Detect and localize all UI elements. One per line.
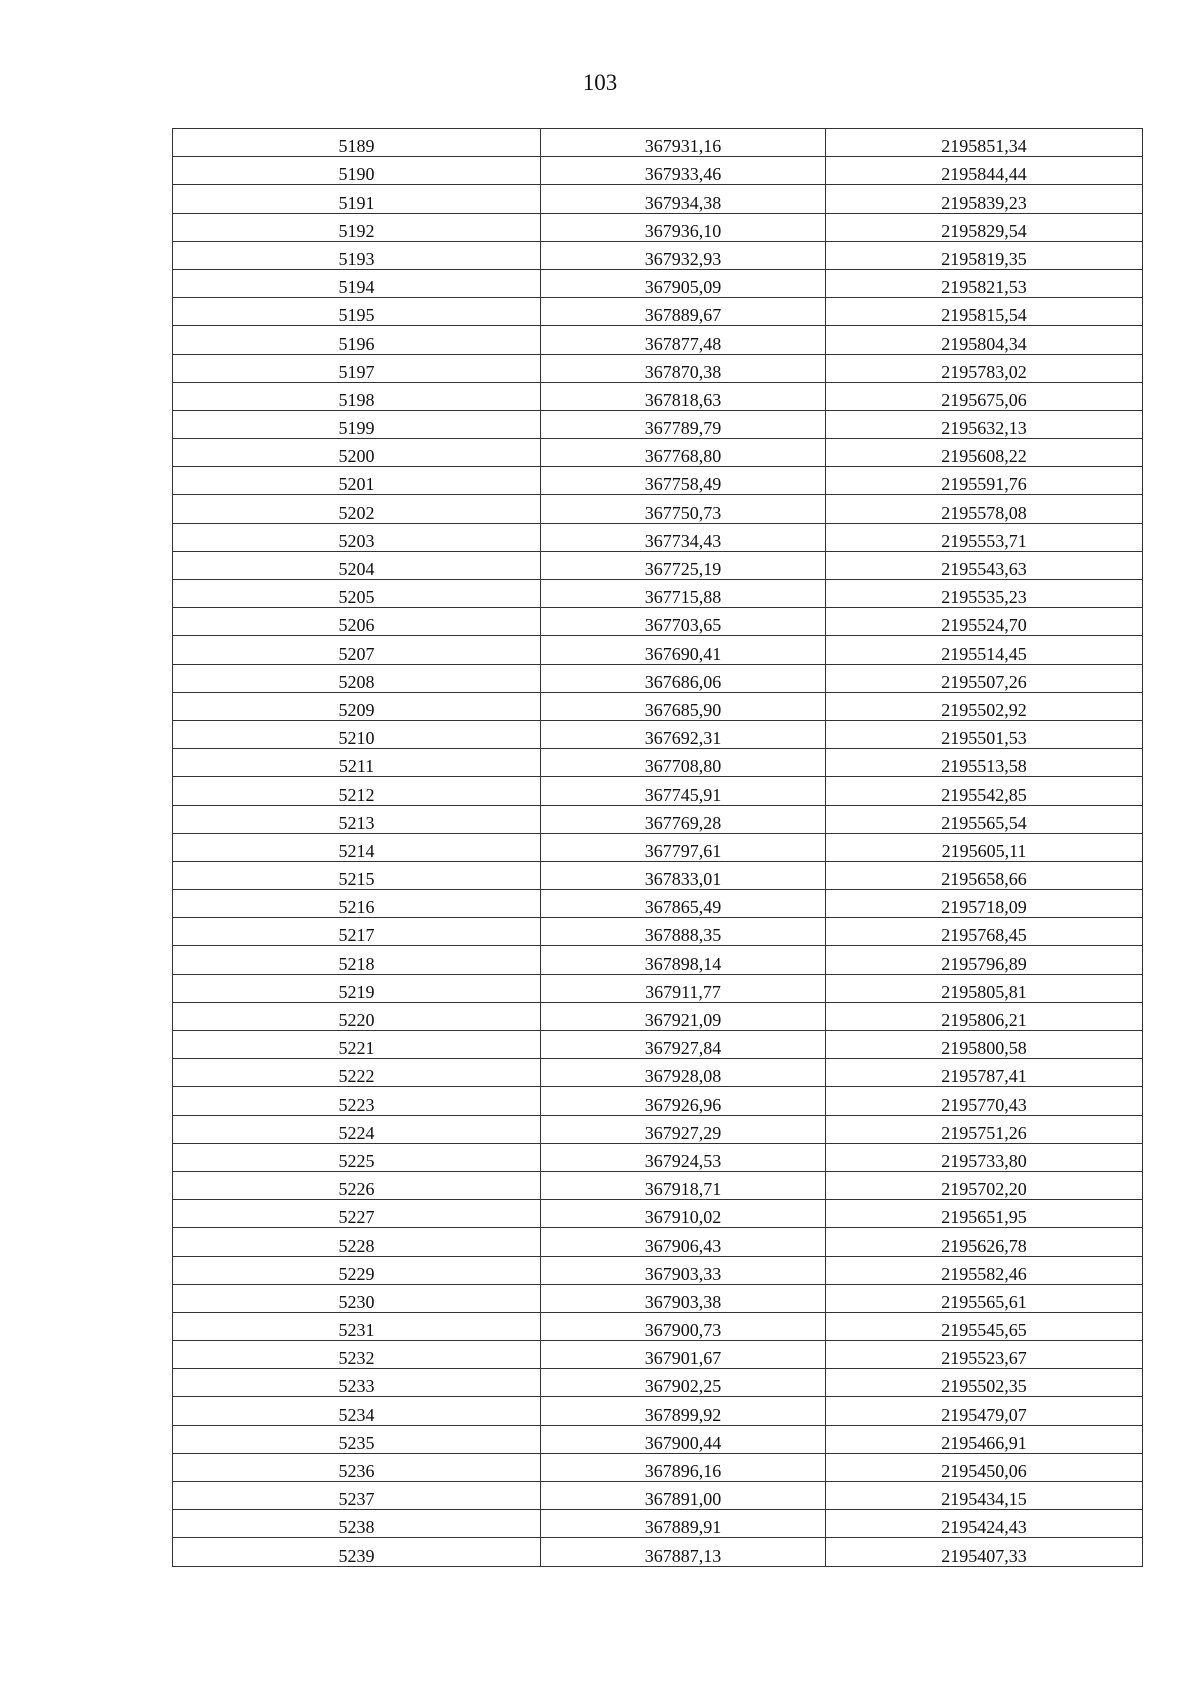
y-coordinate-cell: 2195565,61 — [826, 1284, 1143, 1312]
y-coordinate-cell: 2195582,46 — [826, 1256, 1143, 1284]
point-number-cell: 5217 — [173, 918, 541, 946]
x-coordinate-cell: 367936,10 — [541, 213, 826, 241]
y-coordinate-cell: 2195770,43 — [826, 1087, 1143, 1115]
table-row — [173, 861, 1143, 889]
y-coordinate-cell: 2195578,08 — [826, 495, 1143, 523]
point-number-cell: 5211 — [173, 749, 541, 777]
x-coordinate-cell: 367877,48 — [541, 326, 826, 354]
x-coordinate-cell: 367870,38 — [541, 354, 826, 382]
point-number-cell: 5228 — [173, 1228, 541, 1256]
y-coordinate-cell: 2195815,54 — [826, 298, 1143, 326]
point-number-cell: 5205 — [173, 580, 541, 608]
point-number-cell: 5196 — [173, 326, 541, 354]
x-coordinate-cell: 367734,43 — [541, 523, 826, 551]
table-row — [173, 777, 1143, 805]
x-coordinate-cell: 367906,43 — [541, 1228, 826, 1256]
x-coordinate-cell: 367905,09 — [541, 269, 826, 297]
y-coordinate-cell: 2195733,80 — [826, 1143, 1143, 1171]
y-coordinate-cell: 2195545,65 — [826, 1312, 1143, 1340]
x-coordinate-cell: 367910,02 — [541, 1200, 826, 1228]
y-coordinate-cell: 2195407,33 — [826, 1538, 1143, 1566]
x-coordinate-cell: 367690,41 — [541, 636, 826, 664]
table-row — [173, 833, 1143, 861]
table-row — [173, 749, 1143, 777]
point-number-cell: 5194 — [173, 269, 541, 297]
x-coordinate-cell: 367889,67 — [541, 298, 826, 326]
x-coordinate-cell: 367926,96 — [541, 1087, 826, 1115]
x-coordinate-cell: 367889,91 — [541, 1510, 826, 1538]
table-row — [173, 1369, 1143, 1397]
table-row — [173, 664, 1143, 692]
table-row — [173, 1510, 1143, 1538]
x-coordinate-cell: 367750,73 — [541, 495, 826, 523]
point-number-cell: 5219 — [173, 974, 541, 1002]
y-coordinate-cell: 2195507,26 — [826, 664, 1143, 692]
y-coordinate-cell: 2195805,81 — [826, 974, 1143, 1002]
x-coordinate-cell: 367900,73 — [541, 1312, 826, 1340]
x-coordinate-cell: 367898,14 — [541, 946, 826, 974]
point-number-cell: 5222 — [173, 1059, 541, 1087]
table-row — [173, 1312, 1143, 1340]
x-coordinate-cell: 367918,71 — [541, 1171, 826, 1199]
y-coordinate-cell: 2195450,06 — [826, 1453, 1143, 1481]
table-row — [173, 1143, 1143, 1171]
y-coordinate-cell: 2195632,13 — [826, 410, 1143, 438]
table-row — [173, 1200, 1143, 1228]
point-number-cell: 5230 — [173, 1284, 541, 1312]
point-number-cell: 5193 — [173, 241, 541, 269]
table-row — [173, 692, 1143, 720]
table-row — [173, 382, 1143, 410]
point-number-cell: 5212 — [173, 777, 541, 805]
table-row — [173, 523, 1143, 551]
table-row — [173, 185, 1143, 213]
y-coordinate-cell: 2195675,06 — [826, 382, 1143, 410]
point-number-cell: 5213 — [173, 805, 541, 833]
table-row — [173, 551, 1143, 579]
y-coordinate-cell: 2195608,22 — [826, 439, 1143, 467]
table-row — [173, 1115, 1143, 1143]
x-coordinate-cell: 367758,49 — [541, 467, 826, 495]
point-number-cell: 5236 — [173, 1453, 541, 1481]
coordinates-table-body — [173, 129, 1143, 1567]
point-number-cell: 5227 — [173, 1200, 541, 1228]
point-number-cell: 5221 — [173, 1031, 541, 1059]
x-coordinate-cell: 367685,90 — [541, 692, 826, 720]
x-coordinate-cell: 367745,91 — [541, 777, 826, 805]
table-row — [173, 1453, 1143, 1481]
x-coordinate-cell: 367789,79 — [541, 410, 826, 438]
y-coordinate-cell: 2195434,15 — [826, 1482, 1143, 1510]
x-coordinate-cell: 367921,09 — [541, 1002, 826, 1030]
y-coordinate-cell: 2195702,20 — [826, 1171, 1143, 1199]
table-row — [173, 1538, 1143, 1566]
y-coordinate-cell: 2195466,91 — [826, 1425, 1143, 1453]
point-number-cell: 5223 — [173, 1087, 541, 1115]
point-number-cell: 5214 — [173, 833, 541, 861]
y-coordinate-cell: 2195819,35 — [826, 241, 1143, 269]
y-coordinate-cell: 2195514,45 — [826, 636, 1143, 664]
x-coordinate-cell: 367932,93 — [541, 241, 826, 269]
x-coordinate-cell: 367934,38 — [541, 185, 826, 213]
y-coordinate-cell: 2195804,34 — [826, 326, 1143, 354]
x-coordinate-cell: 367900,44 — [541, 1425, 826, 1453]
y-coordinate-cell: 2195844,44 — [826, 157, 1143, 185]
table-row — [173, 1256, 1143, 1284]
table-row — [173, 326, 1143, 354]
x-coordinate-cell: 367887,13 — [541, 1538, 826, 1566]
point-number-cell: 5192 — [173, 213, 541, 241]
table-row — [173, 495, 1143, 523]
point-number-cell: 5201 — [173, 467, 541, 495]
table-row — [173, 1031, 1143, 1059]
y-coordinate-cell: 2195501,53 — [826, 720, 1143, 748]
x-coordinate-cell: 367769,28 — [541, 805, 826, 833]
point-number-cell: 5225 — [173, 1143, 541, 1171]
point-number-cell: 5191 — [173, 185, 541, 213]
point-number-cell: 5235 — [173, 1425, 541, 1453]
table-row — [173, 636, 1143, 664]
point-number-cell: 5231 — [173, 1312, 541, 1340]
table-row — [173, 1171, 1143, 1199]
table-row — [173, 410, 1143, 438]
point-number-cell: 5234 — [173, 1397, 541, 1425]
point-number-cell: 5197 — [173, 354, 541, 382]
table-row — [173, 890, 1143, 918]
y-coordinate-cell: 2195821,53 — [826, 269, 1143, 297]
point-number-cell: 5210 — [173, 720, 541, 748]
table-row — [173, 1341, 1143, 1369]
y-coordinate-cell: 2195605,11 — [826, 833, 1143, 861]
x-coordinate-cell: 367888,35 — [541, 918, 826, 946]
point-number-cell: 5199 — [173, 410, 541, 438]
table-row — [173, 608, 1143, 636]
table-row — [173, 269, 1143, 297]
page-number: 103 — [582, 70, 618, 95]
table-row — [173, 974, 1143, 1002]
table-row — [173, 129, 1143, 157]
y-coordinate-cell: 2195523,67 — [826, 1341, 1143, 1369]
point-number-cell: 5195 — [173, 298, 541, 326]
point-number-cell: 5226 — [173, 1171, 541, 1199]
y-coordinate-cell: 2195524,70 — [826, 608, 1143, 636]
table-row — [173, 1284, 1143, 1312]
x-coordinate-cell: 367931,16 — [541, 129, 826, 157]
y-coordinate-cell: 2195502,92 — [826, 692, 1143, 720]
table-row — [173, 1228, 1143, 1256]
x-coordinate-cell: 367933,46 — [541, 157, 826, 185]
point-number-cell: 5202 — [173, 495, 541, 523]
point-number-cell: 5189 — [173, 129, 541, 157]
table-row — [173, 918, 1143, 946]
table-row — [173, 580, 1143, 608]
y-coordinate-cell: 2195806,21 — [826, 1002, 1143, 1030]
table-row — [173, 213, 1143, 241]
x-coordinate-cell: 367703,65 — [541, 608, 826, 636]
x-coordinate-cell: 367903,33 — [541, 1256, 826, 1284]
point-number-cell: 5232 — [173, 1341, 541, 1369]
y-coordinate-cell: 2195783,02 — [826, 354, 1143, 382]
point-number-cell: 5224 — [173, 1115, 541, 1143]
point-number-cell: 5220 — [173, 1002, 541, 1030]
table-row — [173, 1482, 1143, 1510]
point-number-cell: 5238 — [173, 1510, 541, 1538]
x-coordinate-cell: 367797,61 — [541, 833, 826, 861]
y-coordinate-cell: 2195513,58 — [826, 749, 1143, 777]
y-coordinate-cell: 2195591,76 — [826, 467, 1143, 495]
y-coordinate-cell: 2195787,41 — [826, 1059, 1143, 1087]
point-number-cell: 5207 — [173, 636, 541, 664]
point-number-cell: 5233 — [173, 1369, 541, 1397]
table-row — [173, 439, 1143, 467]
y-coordinate-cell: 2195565,54 — [826, 805, 1143, 833]
x-coordinate-cell: 367818,63 — [541, 382, 826, 410]
x-coordinate-cell: 367833,01 — [541, 861, 826, 889]
x-coordinate-cell: 367927,29 — [541, 1115, 826, 1143]
y-coordinate-cell: 2195800,58 — [826, 1031, 1143, 1059]
x-coordinate-cell: 367725,19 — [541, 551, 826, 579]
table-row — [173, 946, 1143, 974]
table-row — [173, 1059, 1143, 1087]
y-coordinate-cell: 2195651,95 — [826, 1200, 1143, 1228]
x-coordinate-cell: 367896,16 — [541, 1453, 826, 1481]
x-coordinate-cell: 367901,67 — [541, 1341, 826, 1369]
x-coordinate-cell: 367927,84 — [541, 1031, 826, 1059]
point-number-cell: 5209 — [173, 692, 541, 720]
table-row — [173, 1397, 1143, 1425]
y-coordinate-cell: 2195542,85 — [826, 777, 1143, 805]
point-number-cell: 5239 — [173, 1538, 541, 1566]
table-row — [173, 467, 1143, 495]
point-number-cell: 5206 — [173, 608, 541, 636]
table-row — [173, 241, 1143, 269]
coordinates-table — [172, 128, 1143, 1567]
point-number-cell: 5203 — [173, 523, 541, 551]
x-coordinate-cell: 367686,06 — [541, 664, 826, 692]
table-row — [173, 805, 1143, 833]
x-coordinate-cell: 367911,77 — [541, 974, 826, 1002]
point-number-cell: 5190 — [173, 157, 541, 185]
table-row — [173, 1002, 1143, 1030]
table-row — [173, 720, 1143, 748]
x-coordinate-cell: 367928,08 — [541, 1059, 826, 1087]
y-coordinate-cell: 2195658,66 — [826, 861, 1143, 889]
x-coordinate-cell: 367899,92 — [541, 1397, 826, 1425]
y-coordinate-cell: 2195424,43 — [826, 1510, 1143, 1538]
point-number-cell: 5216 — [173, 890, 541, 918]
point-number-cell: 5218 — [173, 946, 541, 974]
x-coordinate-cell: 367768,80 — [541, 439, 826, 467]
y-coordinate-cell: 2195479,07 — [826, 1397, 1143, 1425]
point-number-cell: 5237 — [173, 1482, 541, 1510]
y-coordinate-cell: 2195751,26 — [826, 1115, 1143, 1143]
y-coordinate-cell: 2195796,89 — [826, 946, 1143, 974]
table-row — [173, 1425, 1143, 1453]
x-coordinate-cell: 367865,49 — [541, 890, 826, 918]
point-number-cell: 5229 — [173, 1256, 541, 1284]
x-coordinate-cell: 367924,53 — [541, 1143, 826, 1171]
x-coordinate-cell: 367902,25 — [541, 1369, 826, 1397]
table-row — [173, 298, 1143, 326]
y-coordinate-cell: 2195851,34 — [826, 129, 1143, 157]
table-row — [173, 354, 1143, 382]
y-coordinate-cell: 2195553,71 — [826, 523, 1143, 551]
y-coordinate-cell: 2195535,23 — [826, 580, 1143, 608]
point-number-cell: 5200 — [173, 439, 541, 467]
x-coordinate-cell: 367715,88 — [541, 580, 826, 608]
y-coordinate-cell: 2195768,45 — [826, 918, 1143, 946]
y-coordinate-cell: 2195718,09 — [826, 890, 1143, 918]
y-coordinate-cell: 2195502,35 — [826, 1369, 1143, 1397]
x-coordinate-cell: 367692,31 — [541, 720, 826, 748]
x-coordinate-cell: 367903,38 — [541, 1284, 826, 1312]
point-number-cell: 5204 — [173, 551, 541, 579]
y-coordinate-cell: 2195829,54 — [826, 213, 1143, 241]
point-number-cell: 5208 — [173, 664, 541, 692]
x-coordinate-cell: 367891,00 — [541, 1482, 826, 1510]
point-number-cell: 5198 — [173, 382, 541, 410]
table-row — [173, 1087, 1143, 1115]
point-number-cell: 5215 — [173, 861, 541, 889]
y-coordinate-cell: 2195626,78 — [826, 1228, 1143, 1256]
x-coordinate-cell: 367708,80 — [541, 749, 826, 777]
y-coordinate-cell: 2195839,23 — [826, 185, 1143, 213]
table-row — [173, 157, 1143, 185]
y-coordinate-cell: 2195543,63 — [826, 551, 1143, 579]
